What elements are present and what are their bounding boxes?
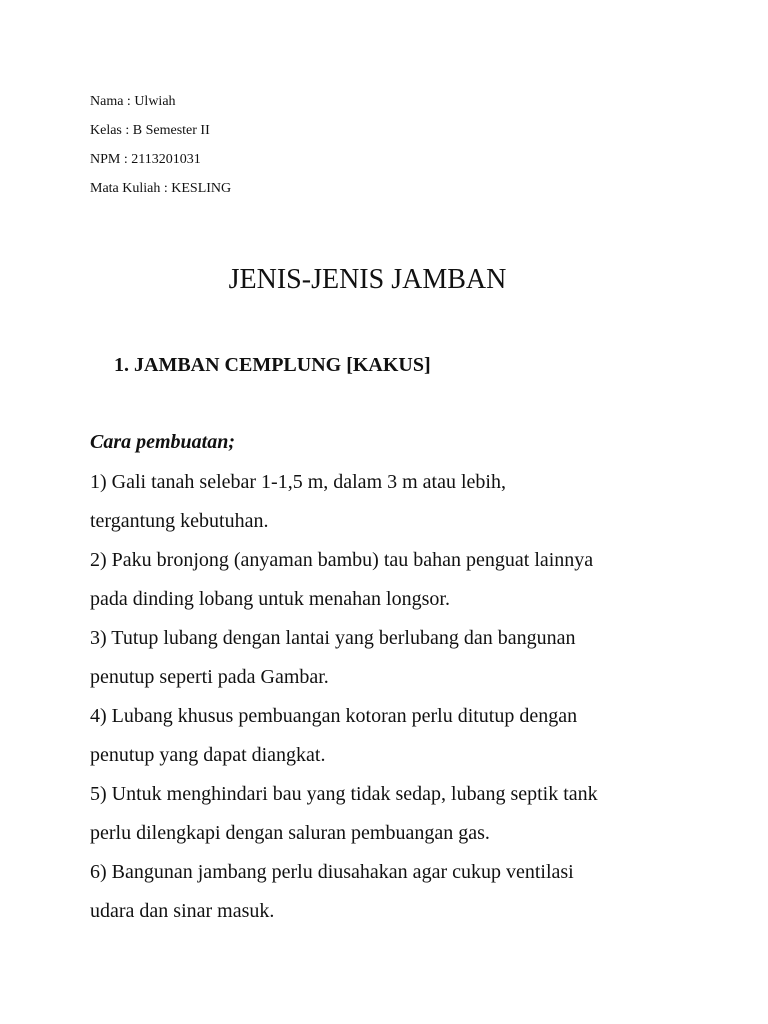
- procedure-line-1: 1) Gali tanah selebar 1-1,5 m, dalam 3 m atau lebih,: [90, 471, 506, 493]
- procedure-line-2: tergantung kebutuhan.: [90, 510, 269, 532]
- procedure-subheading: Cara pembuatan;: [90, 431, 236, 453]
- procedure-line-6: penutup seperti pada Gambar.: [90, 666, 329, 688]
- procedure-line-3: 2) Paku bronjong (anyaman bambu) tau bahan penguat lainnya: [90, 549, 594, 571]
- document-title: JENIS-JENIS JAMBAN: [228, 264, 507, 295]
- course-name: Mata Kuliah : KESLING: [90, 181, 232, 196]
- procedure-line-8: penutup yang dapat diangkat.: [90, 744, 326, 766]
- procedure-line-4: pada dinding lobang untuk menahan longsor.: [90, 588, 450, 610]
- student-class: Kelas : B Semester II: [90, 123, 210, 138]
- procedure-line-10: perlu dilengkapi dengan saluran pembuangan gas.: [90, 822, 490, 844]
- procedure-line-11: 6) Bangunan jambang perlu diusahakan agar cukup ventilasi: [90, 861, 574, 883]
- student-name: Nama : Ulwiah: [90, 94, 176, 109]
- student-npm: NPM : 2113201031: [90, 152, 201, 167]
- section-heading: 1. JAMBAN CEMPLUNG [KAKUS]: [114, 354, 431, 376]
- procedure-line-5: 3) Tutup lubang dengan lantai yang berlubang dan bangunan: [90, 627, 576, 649]
- procedure-line-12: udara dan sinar masuk.: [90, 900, 275, 922]
- procedure-line-7: 4) Lubang khusus pembuangan kotoran perlu ditutup dengan: [90, 705, 578, 727]
- procedure-line-9: 5) Untuk menghindari bau yang tidak sedap, lubang septik tank: [90, 783, 598, 805]
